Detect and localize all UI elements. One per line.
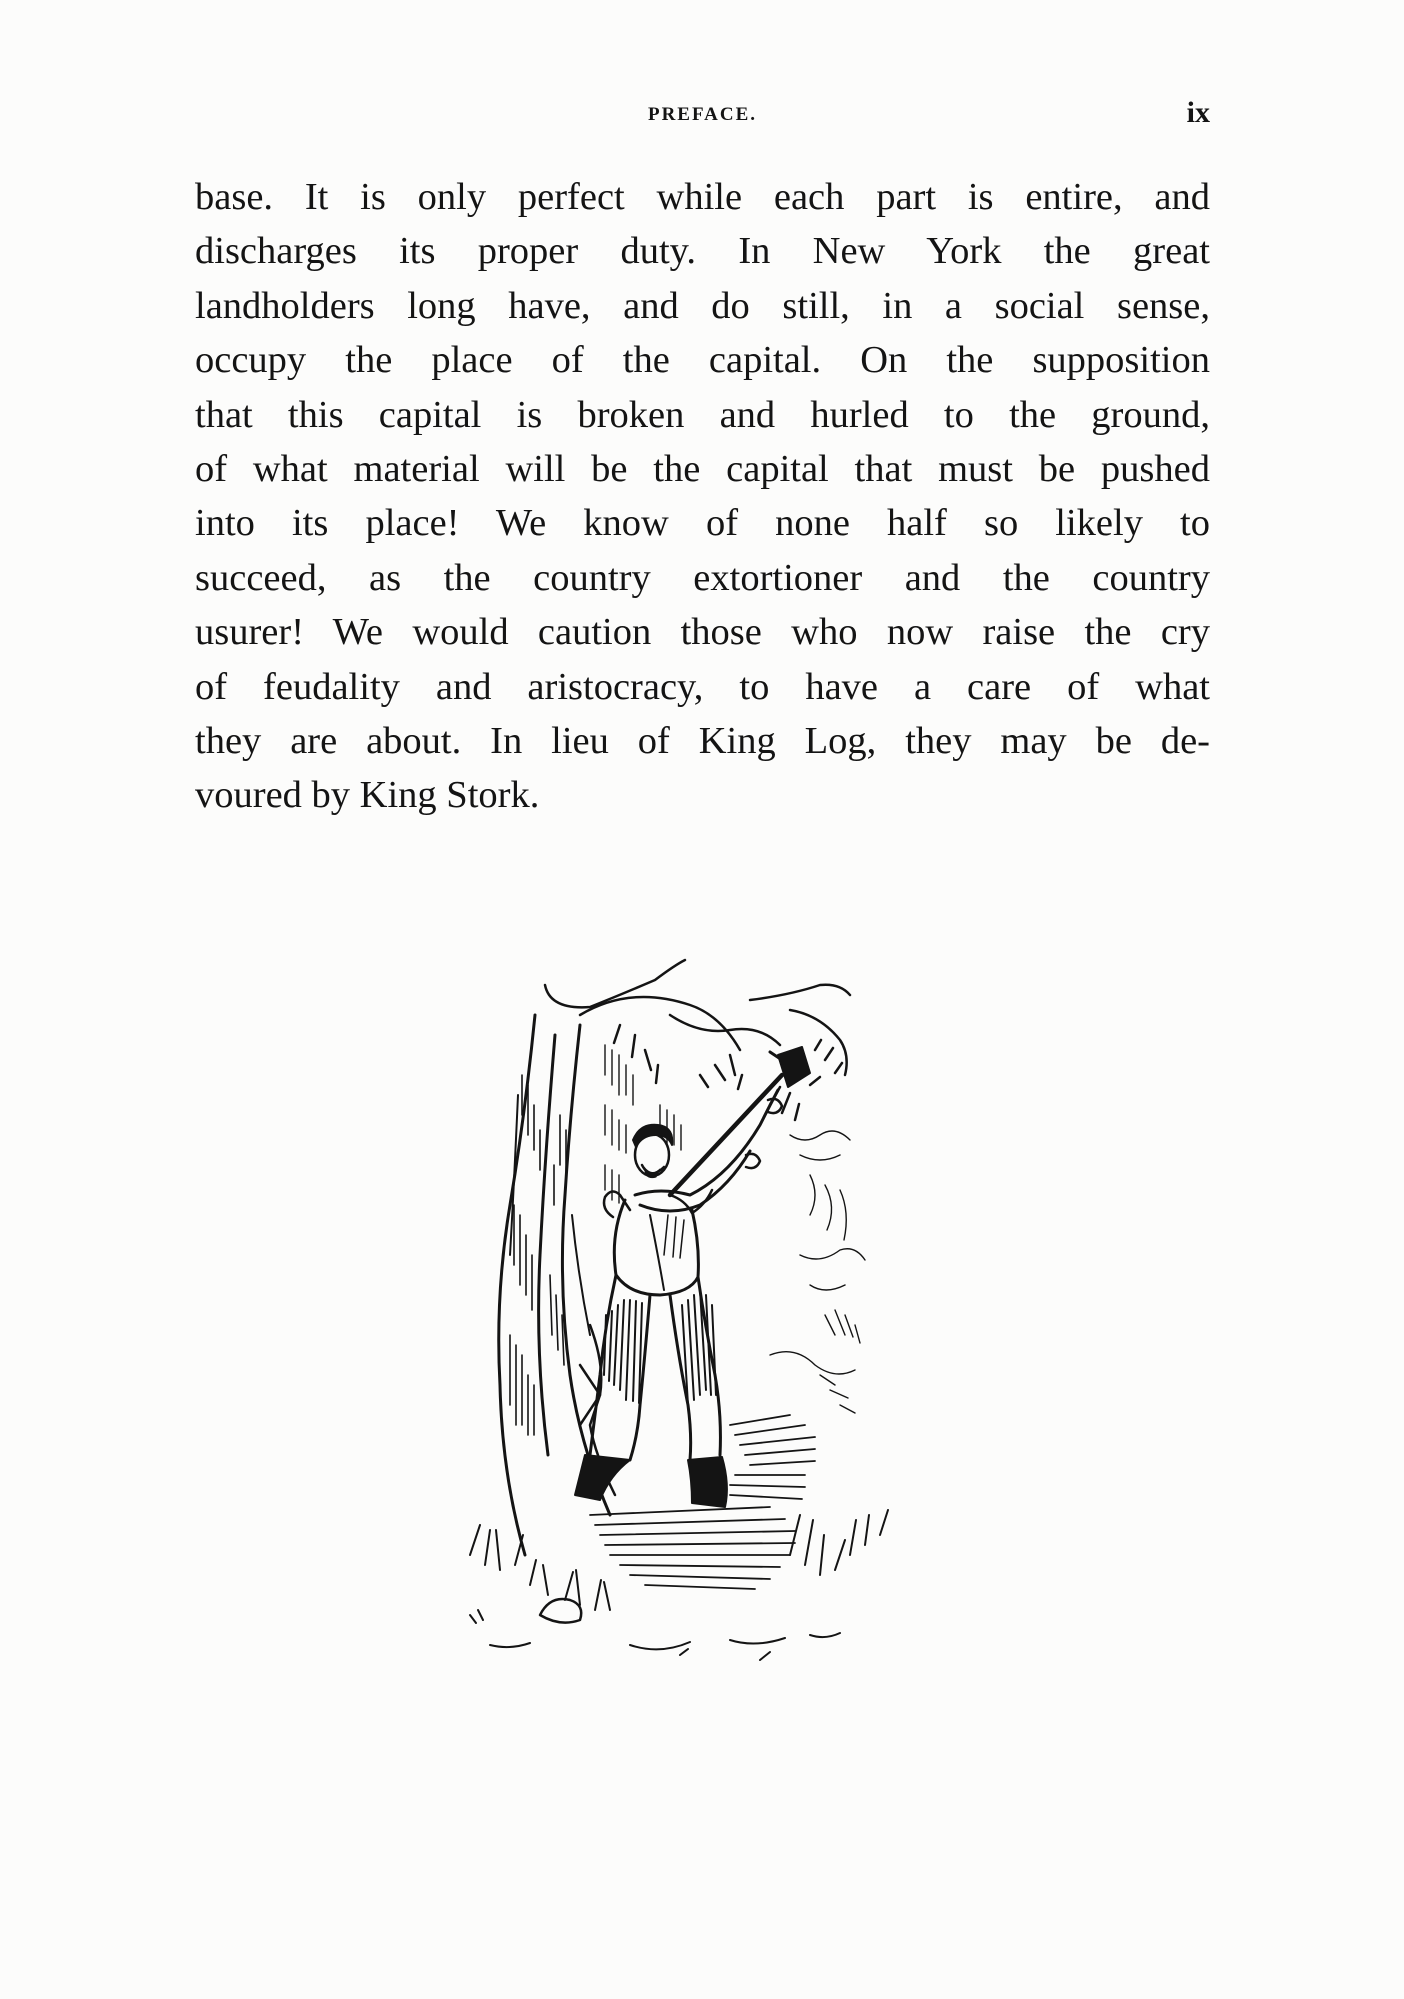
running-title: PREFACE. [647, 104, 758, 125]
running-head [195, 96, 1210, 136]
text-line: of what material will be the capital that must be pushed [195, 447, 1210, 490]
text-line: landholders long have, and do still, in a social sense, [195, 284, 1210, 327]
text-line: they are about. In lieu of King Log, they may be de- [195, 719, 1210, 762]
canopy-lines [545, 960, 850, 1120]
preface-text [195, 170, 1210, 823]
text-line: usurer! We would caution those who now raise the cry [195, 611, 1210, 654]
woodcutter-illustration [430, 955, 970, 1675]
text-line: occupy the place of the capital. On the supposition [195, 339, 1210, 382]
text-line: discharges its proper duty. In New York the great [195, 230, 1210, 273]
text-line: succeed, as the country extortioner and the country [195, 556, 1210, 599]
text-line: that this capital is broken and hurled to the ground, [195, 393, 1210, 436]
text-line: base. It is only perfect while each part is entire, and [195, 176, 1210, 218]
page-number: ix [1186, 96, 1210, 129]
woodsman-figure [575, 1047, 810, 1507]
text-line: voured by King Stork. [195, 774, 540, 817]
text-line: into its place! We know of none half so likely to [195, 502, 1210, 545]
text-line: of feudality and aristocracy, to have a care of what [195, 665, 1210, 708]
trunk-hatching [510, 1075, 566, 1435]
